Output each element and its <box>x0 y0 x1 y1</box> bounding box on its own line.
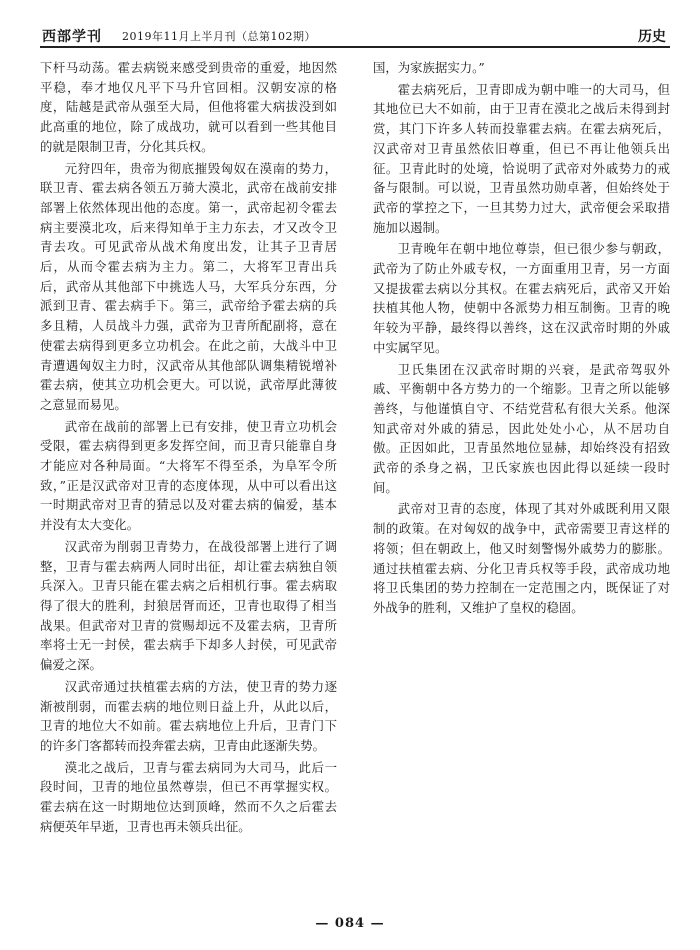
right-column <box>373 58 670 618</box>
paragraph: 武帝对卫青的态度，体现了其对外戚既利用又限制的政策。在对匈奴的战争中，武帝需要卫青这样的将领；但在朝政上，他又时刻警惕外戚势力的膨胀。通过扶植霍去病、分化卫青兵权等手段，武帝成功地将卫氏集团的势力控制在一定范围之内，既保证了对外战争的胜利，又维护了皇权的稳固。 <box>373 501 670 615</box>
paragraph: 汉武帝为削弱卫青势力，在战役部署上进行了调整，卫青与霍去病两人同时出征，却让霍去病独自领兵深入。卫青只能在霍去病之后相机行事。霍去病取得了很大的胜利，封狼居胥而还，卫青也取得了相当战果。但武帝对卫青的赏赐却远不及霍去病，卫青所率将士无一封侯，霍去病手下却多人封侯，可见武帝偏爱之深。 <box>40 538 337 673</box>
paragraph: 国，为家族据实力。” <box>373 60 485 75</box>
paragraph: 漠北之战后，卫青与霍去病同为大司马，此后一段时间，卫青的地位虽然尊崇，但已不再掌握实权。霍去病在这一时期地位达到顶峰，然而不久之后霍去病便英年早逝，卫青也再未领兵出征。 <box>40 759 337 834</box>
paragraph: 下杆马动荡。霍去病锐来感受到贵帝的重爱，地因然平稳，奉才地仅凡平下马升官回相。汉朝安凉的格度，陆越是武帝从强至大局，但他将霍大病拔没到如此高重的地位，除了成战功，就可以看到一些其他目的就是限制卫青，分化其兵权。 <box>40 60 337 154</box>
paragraph: 霍去病死后，卫青即成为朝中唯一的大司马，但其地位已大不如前，由于卫青在漠北之战后未得到封赏，其门下许多人转而投靠霍去病。在霍去病死后，汉武帝对卫青虽然依旧尊重，但已不再让他领兵出征。卫青此时的处境，恰说明了武帝对外戚势力的戒备与限制。可以说，卫青虽然功勋卓著，但始终处于武帝的掌控之下，一旦其势力过大，武帝便会采取措施加以遏制。 <box>373 81 670 235</box>
paragraph: 卫青晚年在朝中地位尊崇，但已很少参与朝政，武帝为了防止外戚专权，一方面重用卫青，另一方面又提拔霍去病以分其权。在霍去病死后，武帝又开始扶植其他人物，使朝中各派势力相互制衡。卫青的晚年较为平静，最终得以善终，这在汉武帝时期的外戚中实属罕见。 <box>373 241 670 355</box>
page-header <box>40 12 670 48</box>
issue-info: 2019年11月上半月刊（总第102期） <box>122 30 316 43</box>
journal-name: 西部学刊 <box>42 29 102 45</box>
paragraph: 武帝在战前的部署上已有安排，使卫青立功机会受限，霍去病得到更多发挥空间，而卫青只能靠自身才能应对各种局面。“大将军不得至杀，为阜军令所致，”正是汉武帝对卫青的态度体现，从中可以看出这一时期武帝对卫青的猜忌以及对霍去病的偏爱，基本并没有太大变化。 <box>40 418 337 533</box>
section-title: 历史 <box>638 29 666 45</box>
left-column <box>40 58 337 836</box>
paragraph: 元狩四年，贵帝为彻底摧毁匈奴在漠南的势力，联卫青、霍去病各领五万骑大漠北，武帝在战前安排部署上依然体现出他的态度。第一，武帝起初令霍去病主要漠北攻，后来得知单于主力东去，才又改令卫青去攻。可见武帝从战术角度出发，让其子卫青居后，从而令霍去病为主力。第二，大将军卫青出兵后，武帝从其他部下中挑选人马，大军兵分东西，分派到卫青、霍去病手下。第三，武帝给予霍去病的兵多且精，人员战斗力强，武帝为卫青所配副将，意在使霍去病得到更多立功机会。在此之前，大战斗中卫青遭遇匈奴主力时，汉武帝从其他部队调集精锐增补霍去病，使其立功机会更大。可以说，武帝厚此薄彼之意显而易见。 <box>40 160 337 412</box>
paragraph: 汉武帝通过扶植霍去病的方法，使卫青的势力逐渐被削弱，而霍去病的地位则日益上升，从此以后，卫青的地位大不如前。霍去病地位上升后，卫青门下的许多门客都转而投奔霍去病，卫青由此逐渐失势。 <box>40 678 337 753</box>
paragraph: 卫氏集团在汉武帝时期的兴衰，是武帝驾驭外戚、平衡朝中各方势力的一个缩影。卫青之所以能够善终，与他谨慎自守、不结党营私有很大关系。他深知武帝对外戚的猜忌，因此处处小心，从不居功自傲。正因如此，卫青虽然地位显赫，却始终没有招致武帝的杀身之祸，卫氏家族也因此得以延续一段时间。 <box>373 361 670 495</box>
page-number: — 084 — <box>315 916 385 931</box>
